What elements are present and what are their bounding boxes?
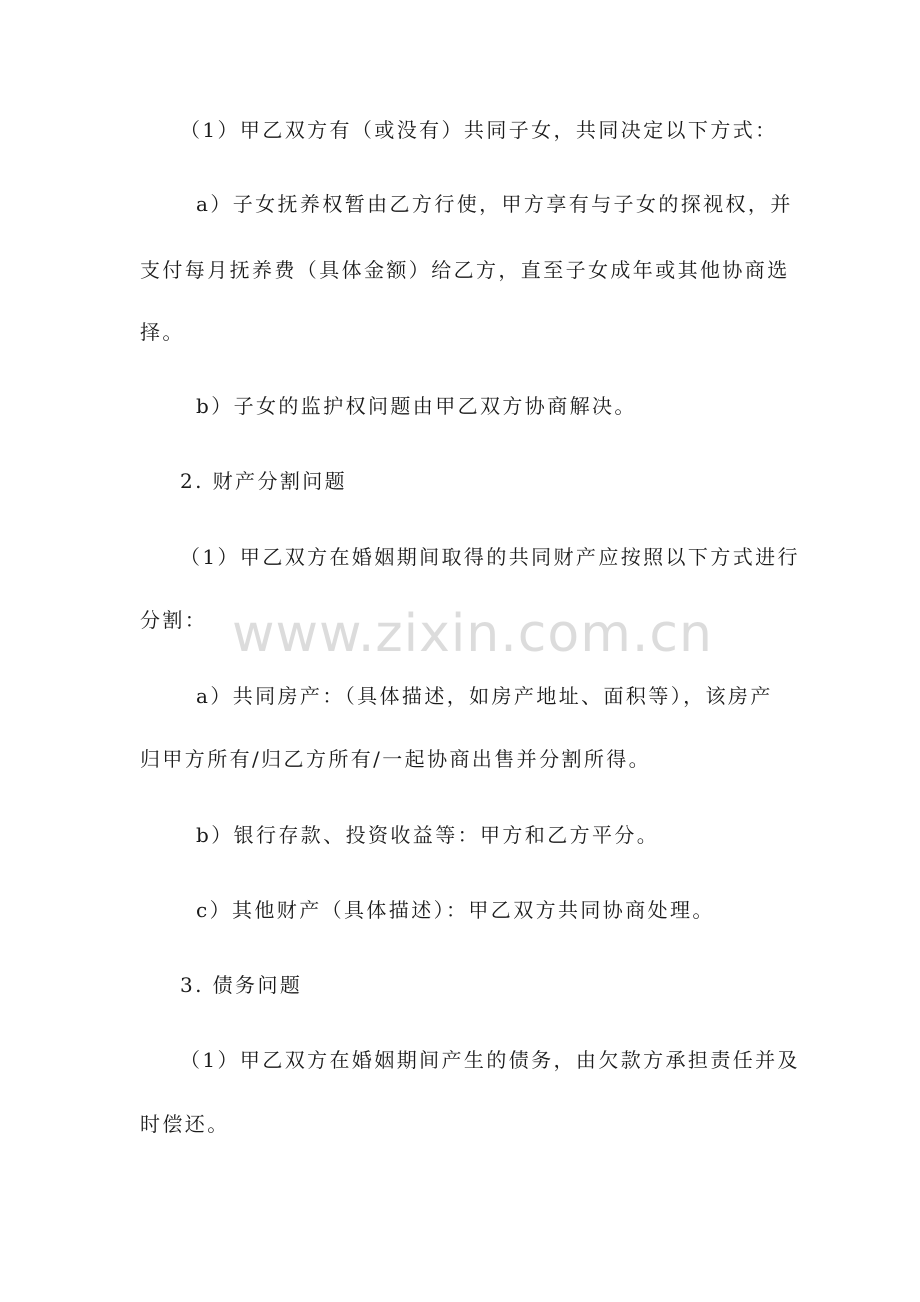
property-paragraph-1-line-2: 分割：: [140, 608, 208, 632]
paragraph-1-line: （1）甲乙双方有（或没有）共同子女，共同决定以下方式：: [180, 118, 778, 142]
debt-paragraph-line-1: （1）甲乙双方在婚姻期间产生的债务，由欠款方承担责任并及: [180, 1048, 800, 1072]
paragraph-a-line-1: a）子女抚养权暂由乙方行使，甲方享有与子女的探视权，并: [196, 192, 793, 216]
property-b-line: b）银行存款、投资收益等：甲方和乙方平分。: [196, 823, 660, 847]
paragraph-a-line-3: 择。: [140, 320, 185, 344]
property-a-line-1: a）共同房产：（具体描述，如房产地址、面积等），该房产: [196, 684, 773, 708]
paragraph-a-line-2: 支付每月抚养费（具体金额）给乙方，直至子女成年或其他协商选: [140, 258, 790, 282]
watermark: www.zixin.com.cn: [232, 604, 713, 664]
property-c-line: c）其他财产（具体描述）：甲乙双方共同协商处理。: [196, 898, 715, 922]
debt-paragraph-line-2: 时偿还。: [140, 1112, 230, 1136]
section-heading-property: 2. 财产分割问题: [180, 469, 348, 493]
property-paragraph-1-line-1: （1）甲乙双方在婚姻期间取得的共同财产应按照以下方式进行: [180, 545, 800, 569]
section-heading-debt: 3. 债务问题: [180, 973, 303, 997]
paragraph-b-line: b）子女的监护权问题由甲乙双方协商解决。: [196, 394, 637, 418]
property-a-line-2: 归甲方所有/归乙方所有/一起协商出售并分割所得。: [140, 747, 652, 771]
